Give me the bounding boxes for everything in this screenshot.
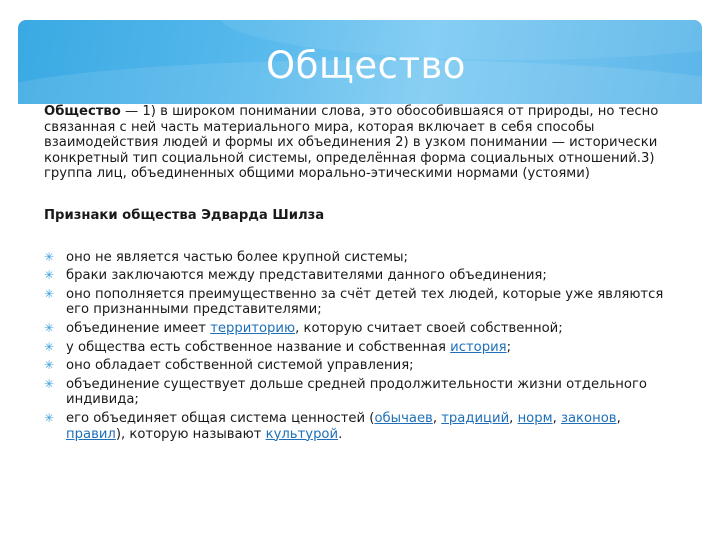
link-laws[interactable]: законов	[560, 410, 617, 426]
asterisk-bullet-icon: ✳	[44, 249, 55, 264]
list-item: ✳ оно пополняется преимущественно за счёт детей тех людей, которые уже являются его признанными представителями;	[44, 286, 664, 318]
list-item: ✳ оно не является частью более крупной системы;	[44, 249, 408, 265]
list-item: ✳ у общества есть собственное название и собственная история;	[44, 339, 512, 355]
link-norms[interactable]: норм	[517, 410, 553, 426]
asterisk-bullet-icon: ✳	[44, 268, 55, 283]
slide-title: Общество	[266, 44, 466, 87]
asterisk-bullet-icon: ✳	[44, 286, 55, 301]
list-item: ✳ объединение существует дольше средней продолжительности жизни отдельного индивида;	[44, 376, 647, 408]
subheading: Признаки общества Эдварда Шилза	[44, 207, 325, 223]
list-item: ✳ оно обладает собственной системой управления;	[44, 358, 414, 374]
asterisk-bullet-icon: ✳	[44, 376, 55, 391]
link-rules[interactable]: правил	[66, 426, 116, 442]
definition-term: Общество	[44, 104, 121, 119]
link-territory[interactable]: территорию	[210, 320, 296, 336]
definition-paragraph	[44, 104, 684, 182]
traits-list	[44, 250, 684, 443]
link-customs[interactable]: обычаев	[374, 410, 433, 426]
asterisk-bullet-icon: ✳	[44, 410, 55, 425]
link-culture[interactable]: культурой	[265, 426, 339, 442]
slide-content	[44, 104, 684, 445]
list-item: ✳ его объединяет общая система ценностей (обычаев, традиций, норм, законов, правил), которую называют культурой.	[44, 410, 621, 442]
list-item: ✳ объединение имеет территорию, которую считает своей собственной;	[44, 320, 563, 336]
asterisk-bullet-icon: ✳	[44, 339, 55, 354]
list-item: ✳ браки заключаются между представителями данного объединения;	[44, 268, 547, 284]
link-history[interactable]: история	[450, 339, 507, 355]
definition-text: — 1) в широком понимании слова, это обособившаяся от природы, но тесно связанная с ней часть материального мира, которая включает в себя способы взаимодействия людей и формы их объединения 2) в узком понимании — исторически конкретный тип социальной системы, определённая форма социальных отношений.3) группа лиц, объединенных общими морально-этическими нормами (устоями)	[44, 104, 659, 182]
asterisk-bullet-icon: ✳	[44, 320, 55, 335]
link-traditions[interactable]: традиций	[441, 410, 510, 426]
asterisk-bullet-icon: ✳	[44, 358, 55, 373]
